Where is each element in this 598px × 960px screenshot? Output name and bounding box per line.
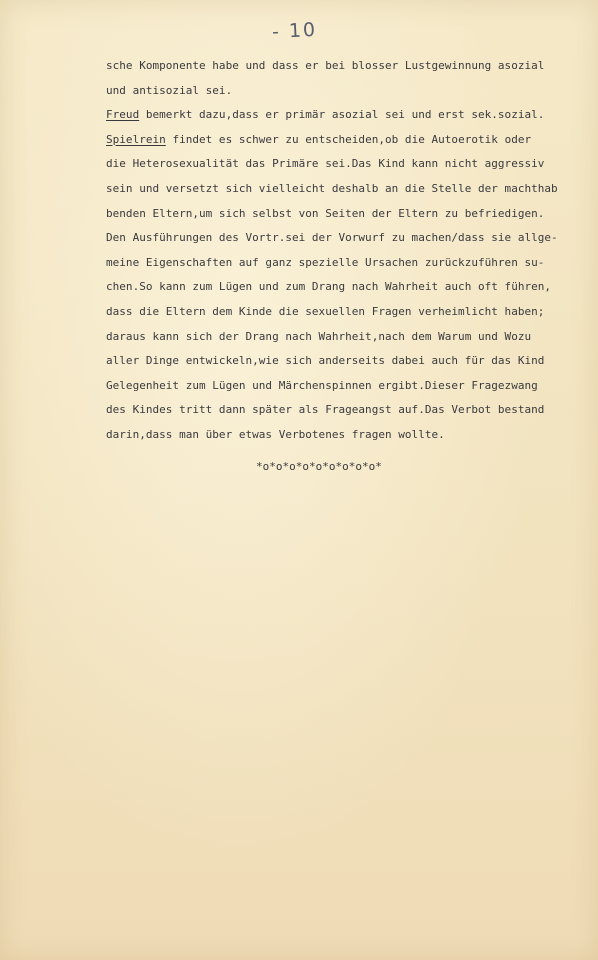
text-line: dass die Eltern dem Kinde die sexuellen Fragen verheimlicht haben; — [106, 304, 545, 318]
body-text — [106, 54, 586, 448]
text-line: sche Komponente habe und dass er bei blosser Lustgewinnung asozial — [106, 59, 545, 72]
text-line: Gelegenheit zum Lügen und Märchenspinnen ergibt.Dieser Fragezwang — [106, 378, 538, 392]
page-number: - 10 — [271, 18, 318, 44]
text-line: meine Eigenschaften auf ganz spezielle Ursachen zurückzuführen su- — [106, 255, 545, 269]
text-line: die Heterosexualität das Primäre sei.Das Kind kann nicht aggressiv — [106, 157, 545, 171]
text-line: daraus kann sich der Drang nach Wahrheit,nach dem Warum und Wozu — [106, 329, 532, 343]
text-line: sein und versetzt sich vielleicht deshalb an die Stelle der machthab — [106, 181, 558, 195]
text-line: Den Ausführungen des Vortr.sei der Vorwurf zu machen/dass sie allge- — [106, 231, 558, 245]
section-separator: *o*o*o*o*o*o*o*o*o* — [256, 460, 382, 473]
text-line: und antisozial sei. — [106, 83, 233, 97]
text-line: Spielrein findet es schwer zu entscheiden,ob die Autoerotik oder — [106, 132, 532, 146]
speaker-name: Spielrein — [106, 132, 166, 146]
text-line: Freud bemerkt dazu,dass er primär asozial sei und erst sek.sozial. — [106, 108, 545, 122]
speaker-name: Freud — [106, 108, 140, 122]
text-line: darin,dass man über etwas Verbotenes fragen wollte. — [106, 427, 445, 441]
text-line: chen.So kann zum Lügen und zum Drang nach Wahrheit auch oft führen, — [106, 280, 552, 294]
text-line: des Kindes tritt dann später als Frageangst auf.Das Verbot bestand — [106, 403, 545, 417]
text-line: benden Eltern,um sich selbst von Seiten der Eltern zu befriedigen. — [106, 206, 545, 220]
text-line: aller Dinge entwickeln,wie sich anderseits dabei auch für das Kind — [106, 354, 545, 368]
